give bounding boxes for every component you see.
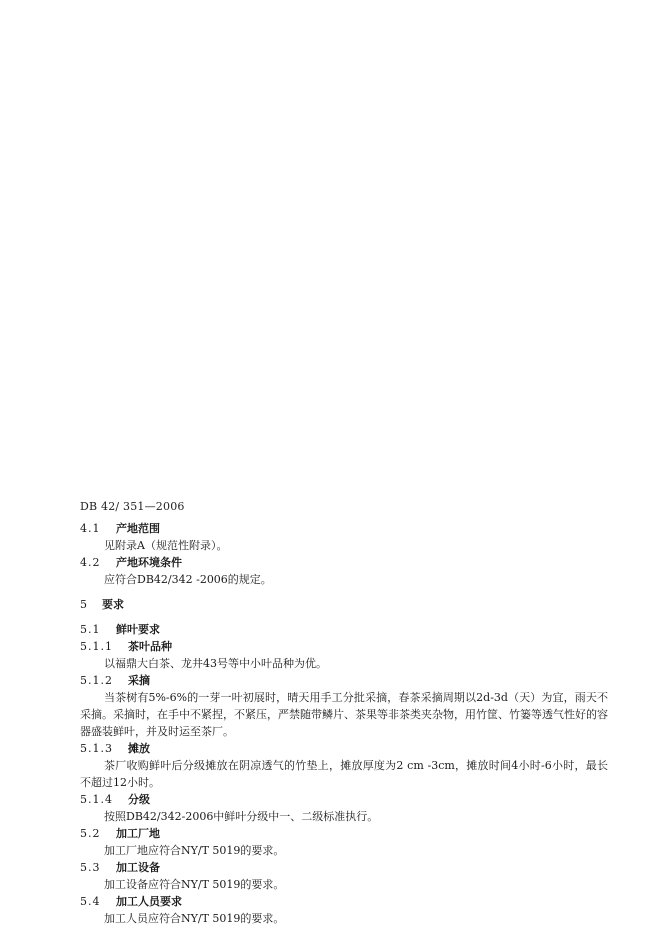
section-5-1-4-heading	[80, 791, 608, 808]
section-title: 采摘	[128, 674, 150, 687]
section-number: 5.1.3	[80, 742, 113, 755]
section-title: 要求	[102, 598, 124, 611]
section-5-2-text: 加工厂地应符合NY/T 5019的要求。	[104, 844, 285, 857]
section-title: 加工厂地	[116, 827, 160, 840]
section-4-2-text: 应符合DB42/342 -2006的规定。	[104, 573, 272, 586]
section-title: 鲜叶要求	[116, 623, 160, 636]
section-5-1-1-text: 以福鼎大白茶、龙井43号等中小叶品种为优。	[104, 657, 327, 670]
section-number: 5.3	[80, 861, 101, 874]
section-number: 4.1	[80, 522, 101, 535]
section-4-2-heading	[80, 554, 608, 571]
document-body	[80, 520, 608, 927]
section-5-1-2-heading	[80, 672, 608, 689]
section-5-1-1-heading	[80, 638, 608, 655]
section-title: 加工人员要求	[116, 895, 182, 908]
section-4-1-text: 见附录A（规范性附录）。	[104, 539, 228, 552]
section-number: 5.1.4	[80, 793, 113, 806]
section-title: 产地范围	[116, 522, 160, 535]
section-5-1-4-text: 按照DB42/342-2006中鲜叶分级中一、二级标准执行。	[104, 810, 379, 823]
section-title: 摊放	[128, 742, 150, 755]
section-5-2-heading	[80, 825, 608, 842]
section-5-3-text: 加工设备应符合NY/T 5019的要求。	[104, 878, 285, 891]
section-5-1-3-text: 茶厂收购鲜叶后分级摊放在阴凉透气的竹垫上，摊放厚度为2 cm -3cm，摊放时间4小时-6小时，最长不超过12小时。	[80, 759, 608, 789]
section-5-1-2-text: 当茶树有5%-6%的一芽一叶初展时，晴天用手工分批采摘，春茶采摘周期以2d-3d（天）为宜，雨天不采摘。采摘时，在手中不紧捏，不紧压，严禁随带鳞片、茶果等非茶类夹杂物，用竹筐、竹篓等透气性好的容器盛装鲜叶，并及时运至茶厂。	[80, 691, 608, 738]
section-number: 5	[80, 598, 88, 611]
section-5-4-heading	[80, 893, 608, 910]
section-number: 5.1	[80, 623, 101, 636]
standard-code: DB 42/ 351—2006	[80, 500, 185, 513]
section-5-heading	[80, 596, 608, 613]
section-number: 5.2	[80, 827, 101, 840]
section-title: 产地环境条件	[116, 556, 182, 569]
section-5-1-3-heading	[80, 740, 608, 757]
section-title: 加工设备	[116, 861, 160, 874]
section-number: 5.1.1	[80, 640, 113, 653]
section-title: 分级	[128, 793, 150, 806]
section-number: 5.4	[80, 895, 101, 908]
section-5-3-heading	[80, 859, 608, 876]
section-5-1-heading	[80, 621, 608, 638]
section-4-1-heading	[80, 520, 608, 537]
section-title: 茶叶品种	[128, 640, 172, 653]
section-number: 5.1.2	[80, 674, 113, 687]
section-number: 4.2	[80, 556, 101, 569]
section-5-4-text: 加工人员应符合NY/T 5019的要求。	[104, 912, 285, 925]
